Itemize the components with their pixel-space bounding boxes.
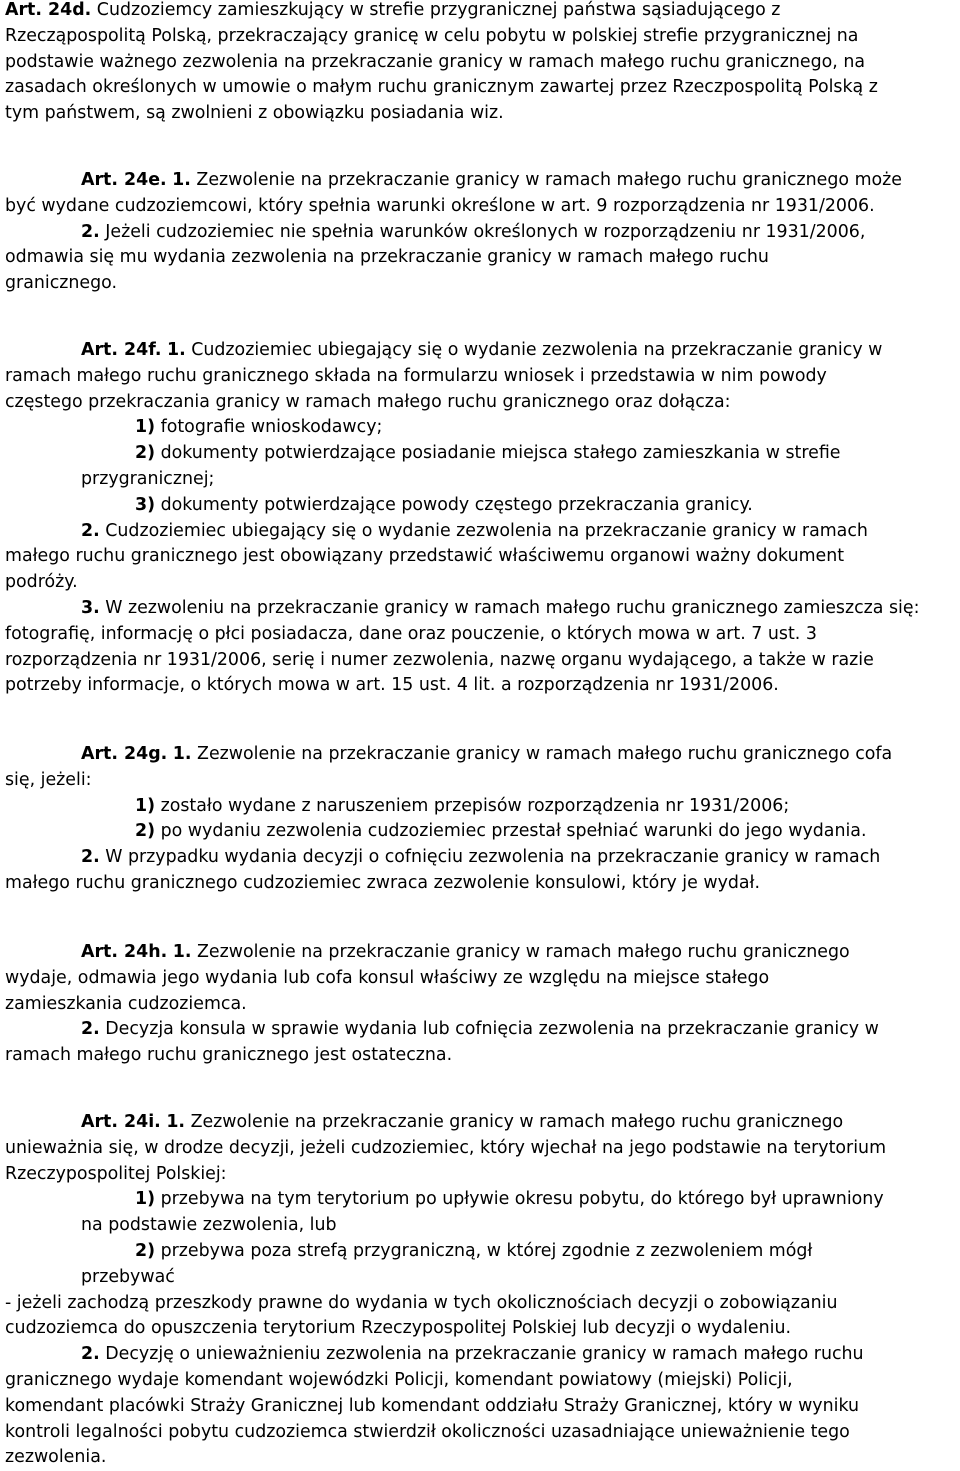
article-line: rozporządzenia nr 1931/2006, serię i numer zezwolenia, nazwę organu wydającego, a także w razie: [5, 649, 874, 670]
article-line: granicznego wydaje komendant wojewódzki Policji, komendant powiatowy (miejski) Policji,: [5, 1369, 793, 1390]
article-line: zasadach określonych w umowie o małym ruchu granicznym zawartej przez Rzeczpospolitą Polską z: [5, 77, 878, 98]
article-line: Rzeczypospolitej Polskiej:: [5, 1163, 227, 1184]
article-line: potrzeby informacje, o których mowa w art. 15 ust. 4 lit. a rozporządzenia nr 1931/2006.: [5, 675, 779, 696]
article-line: Art. 24d. Cudzoziemcy zamieszkujący w strefie przygranicznej państwa sąsiadującego z: [5, 0, 781, 20]
article-line: się, jeżeli:: [5, 769, 92, 790]
article-label: Art. 24i.: [81, 1112, 161, 1132]
paragraph-2: 2. Decyzję o unieważnieniu zezwolenia na przekraczanie granicy w ramach małego ruchu: [81, 1344, 864, 1365]
item-number: 1): [135, 417, 156, 438]
article-24f: [5, 338, 955, 699]
article-24e: [5, 168, 955, 297]
item-number: 3): [135, 494, 156, 515]
article-line: fotografię, informację o płci posiadacza, dane oraz pouczenie, o których mowa w art. 7 ust. 3: [5, 623, 817, 644]
article-line: komendant placówki Straży Granicznej lub komendant oddziału Straży Granicznej, który w wyniku: [5, 1395, 860, 1416]
list-item-1: 1) przebywa na tym terytorium po upływie okresu pobytu, do którego był uprawniony: [135, 1189, 884, 1210]
article-line: cudzoziemca do opuszczenia terytorium Rzeczypospolitej Polskiej lub decyzji o wydaleniu.: [5, 1318, 792, 1339]
article-line: małego ruchu granicznego cudzoziemiec zwraca zezwolenie konsulowi, który je wydał.: [5, 872, 761, 893]
item-number: 1): [135, 1189, 156, 1210]
paragraph-number: 2.: [81, 1344, 100, 1365]
paragraph-number: 2.: [81, 1019, 100, 1040]
article-24i: [5, 1110, 955, 1471]
paragraph-number: 1.: [166, 340, 186, 360]
item-number: 2): [135, 443, 156, 464]
article-line: - jeżeli zachodzą przeszkody prawne do wydania w tych okolicznościach decyzji o zobowiązaniu: [5, 1292, 838, 1313]
article-24g: [5, 742, 955, 897]
paragraph-1: Art. 24e. 1. Zezwolenie na przekraczanie granicy w ramach małego ruchu granicznego może: [81, 170, 902, 190]
paragraph-2: 2. Decyzja konsula w sprawie wydania lub cofnięcia zezwolenia na przekraczanie granicy w: [81, 1019, 879, 1040]
article-line: ramach małego ruchu granicznego składa na formularzu wniosek i przedstawia w nim powody: [5, 365, 827, 386]
paragraph-number: 3.: [81, 597, 100, 618]
list-item-3: 3) dokumenty potwierdzające powody częstego przekraczania granicy.: [135, 494, 753, 515]
paragraph-2: 2. W przypadku wydania decyzji o cofnięciu zezwolenia na przekraczanie granicy w ramach: [81, 847, 881, 868]
item-number: 1): [135, 795, 156, 816]
paragraph-number: 2.: [81, 847, 100, 868]
article-line: wydaje, odmawia jego wydania lub cofa konsul właściwy ze względu na miejsce stałego: [5, 967, 770, 988]
paragraph-number: 1.: [172, 170, 191, 190]
article-line: kontroli legalności pobytu cudzoziemca stwierdził okoliczności uzasadniające unieważnienie tego: [5, 1421, 850, 1442]
article-line: granicznego.: [5, 273, 118, 294]
article-line: tym państwem, są zwolnieni z obowiązku posiadania wiz.: [5, 103, 504, 124]
article-label: Art. 24f.: [81, 340, 162, 360]
list-item-continuation: na podstawie zezwolenia, lub: [81, 1215, 337, 1236]
article-line: podróży.: [5, 572, 78, 593]
article-line: Rzecząpospolitą Polską, przekraczający granicę w celu pobytu w polskiej strefie przygranicznej na: [5, 25, 859, 46]
paragraph-1: Art. 24i. 1. Zezwolenie na przekraczanie granicy w ramach małego ruchu granicznego: [81, 1112, 844, 1132]
paragraph-number: 1.: [166, 1112, 186, 1132]
paragraph-1: Art. 24h. 1. Zezwolenie na przekraczanie granicy w ramach małego ruchu granicznego: [81, 942, 850, 962]
paragraph-2: 2. Cudzoziemiec ubiegający się o wydanie zezwolenia na przekraczanie granicy w ramach: [81, 520, 868, 541]
paragraph-1: Art. 24f. 1. Cudzoziemiec ubiegający się o wydanie zezwolenia na przekraczanie granicy w: [81, 340, 883, 360]
article-line: być wydane cudzoziemcowi, który spełnia warunki określone w art. 9 rozporządzenia nr 1931/2006.: [5, 195, 875, 216]
article-line: małego ruchu granicznego jest obowiązany przedstawić właściwemu organowi ważny dokument: [5, 546, 845, 567]
item-number: 2): [135, 821, 156, 842]
article-24h: [5, 940, 955, 1069]
item-number: 2): [135, 1240, 156, 1261]
article-line: częstego przekraczania granicy w ramach małego ruchu granicznego oraz dołącza:: [5, 391, 731, 412]
list-item-2: 2) przebywa poza strefą przygraniczną, w której zgodnie z zezwoleniem mógł: [135, 1240, 813, 1261]
paragraph-2: 2. Jeżeli cudzoziemiec nie spełnia warunków określonych w rozporządzeniu nr 1931/2006,: [81, 221, 866, 242]
article-line: odmawia się mu wydania zezwolenia na przekraczanie granicy w ramach małego ruchu: [5, 247, 769, 268]
paragraph-3: 3. W zezwoleniu na przekraczanie granicy w ramach małego ruchu granicznego zamieszcza się:: [81, 597, 920, 618]
paragraph-number: 2.: [81, 221, 100, 242]
article-label: Art. 24g.: [81, 744, 168, 764]
paragraph-number: 2.: [81, 520, 100, 541]
paragraph-1: Art. 24g. 1. Zezwolenie na przekraczanie granicy w ramach małego ruchu granicznego cofa: [81, 744, 893, 764]
article-label: Art. 24h.: [81, 942, 168, 962]
article-label: Art. 24e.: [81, 170, 167, 190]
article-line: zezwolenia.: [5, 1447, 107, 1468]
list-item-1: 1) fotografie wnioskodawcy;: [135, 417, 383, 438]
article-line: zamieszkania cudzoziemca.: [5, 993, 247, 1014]
list-item-continuation: przygranicznej;: [81, 468, 215, 489]
article-line: unieważnia się, w drodze decyzji, jeżeli cudzoziemiec, który wjechał na jego podstawie na terytorium: [5, 1137, 887, 1158]
article-line: ramach małego ruchu granicznego jest ostateczna.: [5, 1045, 453, 1066]
list-item-2: 2) dokumenty potwierdzające posiadanie miejsca stałego zamieszkania w strefie: [135, 443, 841, 464]
paragraph-number: 1.: [172, 942, 192, 962]
list-item-continuation: przebywać: [81, 1266, 175, 1287]
list-item-1: 1) zostało wydane z naruszeniem przepisów rozporządzenia nr 1931/2006;: [135, 795, 790, 816]
article-24d: [5, 0, 955, 127]
paragraph-number: 1.: [172, 744, 192, 764]
list-item-2: 2) po wydaniu zezwolenia cudzoziemiec przestał spełniać warunki do jego wydania.: [135, 821, 867, 842]
article-label: Art. 24d.: [5, 0, 92, 20]
article-line: podstawie ważnego zezwolenia na przekraczanie granicy w ramach małego ruchu granicznego, na: [5, 51, 866, 72]
